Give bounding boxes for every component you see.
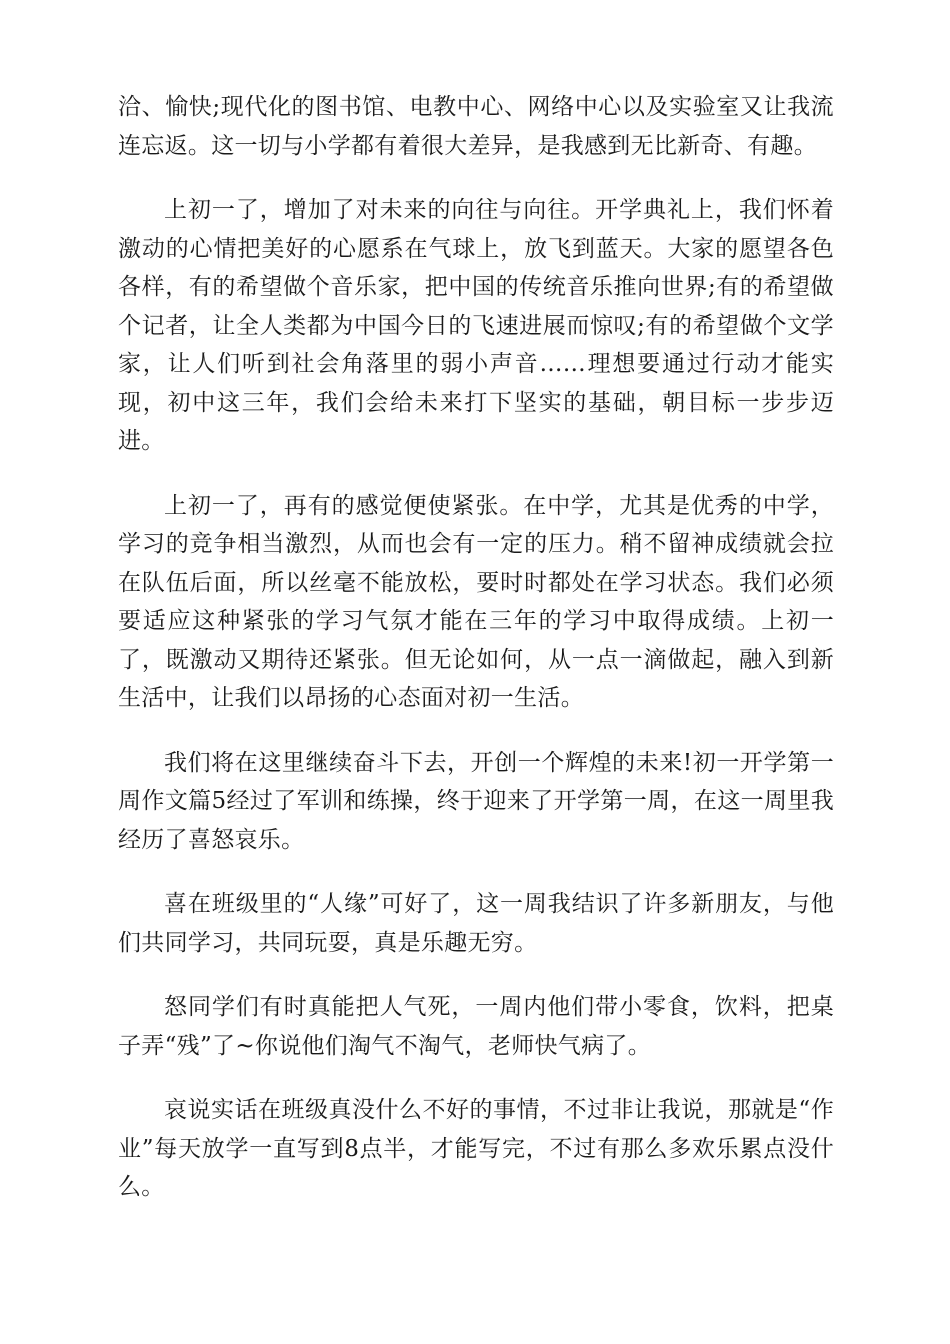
paragraph: 哀说实话在班级真没什么不好的事情，不过非让我说，那就是“作业”每天放学一直写到8点半，才能写完，不过有那么多欢乐累点没什么。 — [118, 1097, 834, 1200]
paragraph: 怒同学们有时真能把人气死，一周内他们带小零食，饮料，把桌子弄“残”了~你说他们淘气不淘气，老师快气病了。 — [118, 994, 834, 1059]
document-body — [118, 88, 834, 1233]
paragraph: 上初一了，增加了对未来的向往与向往。开学典礼上，我们怀着激动的心情把美好的心愿系在气球上，放飞到蓝天。大家的愿望各色各样，有的希望做个音乐家，把中国的传统音乐推向世界;有的希望做个记者，让全人类都为中国今日的飞速进展而惊叹;有的希望做个文学家，让人们听到社会角落里的弱小声音……理想要通过行动才能实现，初中这三年，我们会给未来打下坚实的基础，朝目标一步步迈进。 — [118, 197, 834, 454]
paragraph: 洽、愉快;现代化的图书馆、电教中心、网络中心以及实验室又让我流连忘返。这一切与小学都有着很大差异，是我感到无比新奇、有趣。 — [118, 94, 834, 159]
paragraph: 我们将在这里继续奋斗下去，开创一个辉煌的未来!初一开学第一周作文篇5经过了军训和练操，终于迎来了开学第一周，在这一周里我经历了喜怒哀乐。 — [118, 749, 834, 853]
paragraph: 上初一了，再有的感觉便使紧张。在中学，尤其是优秀的中学，学习的竞争相当激烈，从而也会有一定的压力。稍不留神成绩就会拉在队伍后面，所以丝毫不能放松，要时时都处在学习状态。我们必须要适应这种紧张的学习气氛才能在三年的学习中取得成绩。上初一了，既激动又期待还紧张。但无论如何，从一点一滴做起，融入到新生活中，让我们以昂扬的心态面对初一生活。 — [118, 492, 834, 711]
paragraph: 喜在班级里的“人缘”可好了，这一周我结识了许多新朋友，与他们共同学习，共同玩耍，真是乐趣无穷。 — [118, 891, 834, 956]
